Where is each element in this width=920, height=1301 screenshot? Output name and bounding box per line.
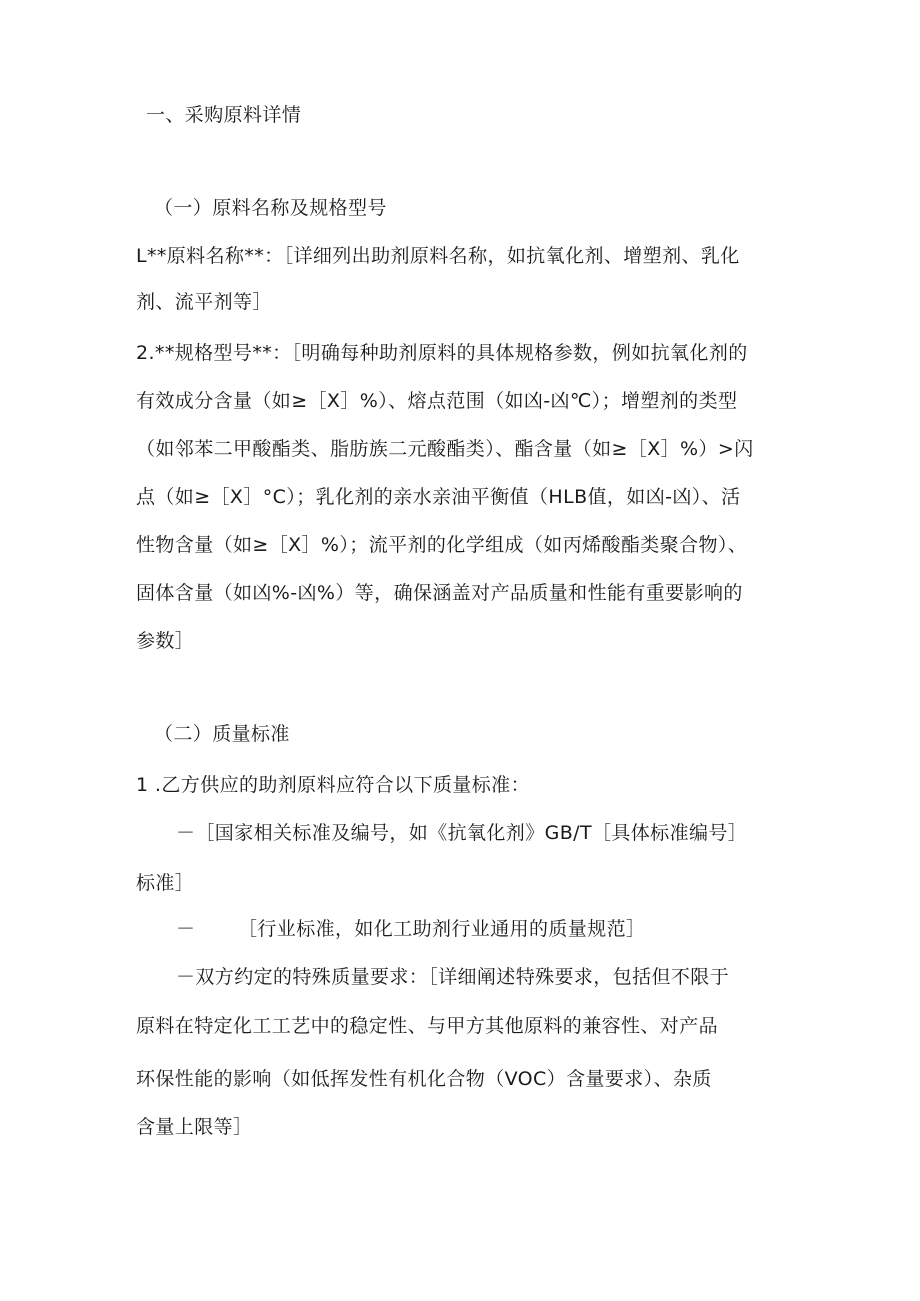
spec-line-3: （如邻苯二甲酸酯类、脂肪族二元酸酯类）、酯含量（如≥［X］%）>闪 bbox=[136, 438, 754, 460]
quality-bullet-special-line-4: 含量上限等］ bbox=[136, 1116, 253, 1138]
quality-bullet-industry-text: ［行业标准，如化工助剂行业通用的质量规范］ bbox=[238, 918, 646, 940]
quality-bullet-special-line-1: －双方约定的特殊质量要求：［详细阐述特殊要求，包括但不限于 bbox=[176, 966, 730, 988]
quality-bullet-national-line-1: －［国家相关标准及编号，如《抗氧化剂》GB/T［具体标准编号］ bbox=[176, 822, 748, 844]
quality-intro: 1 .乙方供应的助剂原料应符合以下质量标准： bbox=[136, 774, 530, 796]
material-name-line-2: 剂、流平剂等］ bbox=[136, 291, 272, 313]
spec-line-7: 参数］ bbox=[136, 630, 195, 652]
spec-line-1: 2.**规格型号**：［明确每种助剂原料的具体规格参数，例如抗氧化剂的 bbox=[136, 342, 748, 364]
quality-bullet-industry-dash: － bbox=[176, 918, 196, 940]
quality-bullet-national-line-2: 标准］ bbox=[136, 872, 195, 894]
spec-line-4: 点（如≥［X］°C）；乳化剂的亲水亲油平衡值（HLB值，如凶-凶）、活 bbox=[136, 486, 741, 508]
section-title: 一、采购原料详情 bbox=[146, 104, 302, 126]
quality-bullet-special-line-2: 原料在特定化工工艺中的稳定性、与甲方其他原料的兼容性、对产品 bbox=[136, 1015, 719, 1037]
subsection-title-materials: （一）原料名称及规格型号 bbox=[154, 197, 387, 219]
spec-line-5: 性物含量（如≥［X］%）；流平剂的化学组成（如丙烯酸酯类聚合物）、 bbox=[136, 534, 748, 556]
material-name-line-1: L**原料名称**：［详细列出助剂原料名称，如抗氧化剂、增塑剂、乳化 bbox=[136, 245, 740, 267]
spec-line-2: 有效成分含量（如≥［X］%）、熔点范围（如凶-凶℃）；增塑剂的类型 bbox=[136, 390, 738, 412]
quality-bullet-special-line-3: 环保性能的影响（如低挥发性有机化合物（VOC）含量要求）、杂质 bbox=[136, 1068, 712, 1090]
subsection-title-quality: （二）质量标准 bbox=[154, 723, 290, 745]
spec-line-6: 固体含量（如凶%-凶%）等，确保涵盖对产品质量和性能有重要影响的 bbox=[136, 582, 743, 604]
